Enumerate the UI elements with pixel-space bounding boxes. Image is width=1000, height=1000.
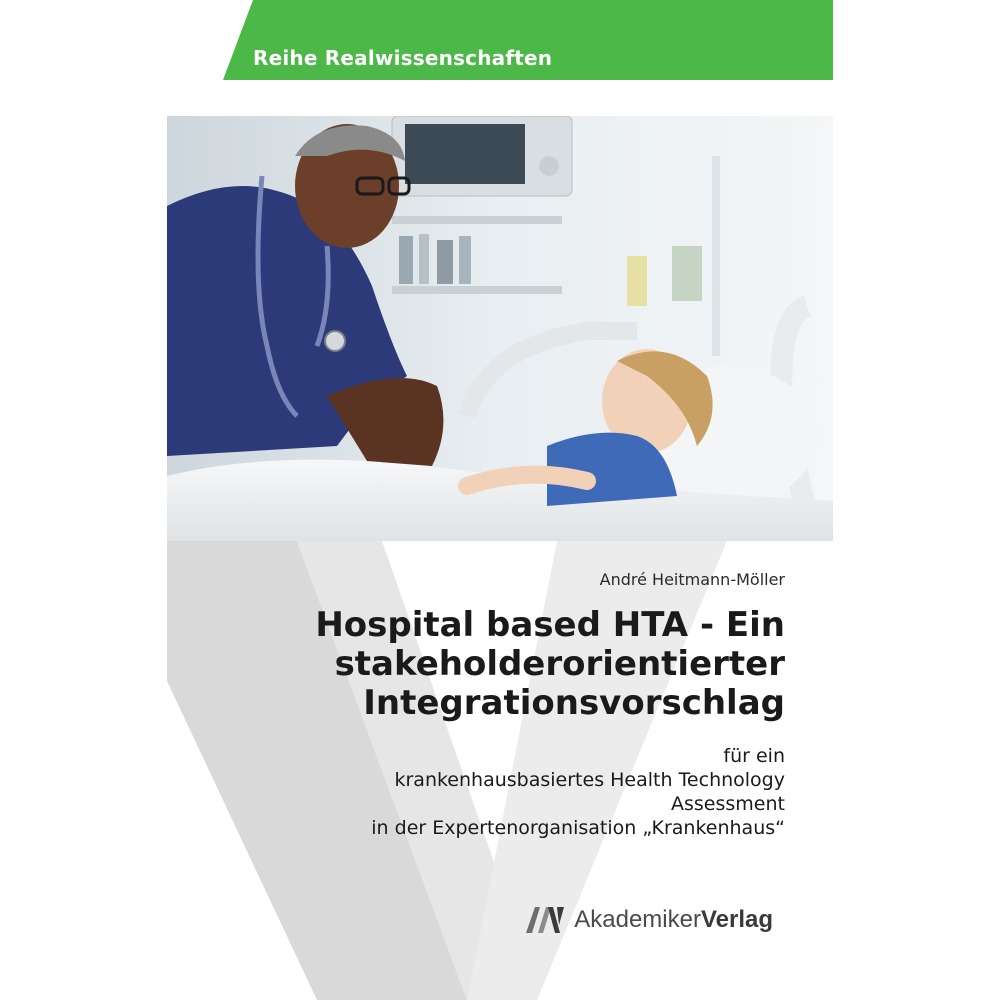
subtitle-line: Assessment — [671, 793, 785, 815]
cover-photo — [167, 116, 833, 541]
book-cover — [167, 0, 833, 1000]
series-banner — [167, 0, 833, 80]
subtitle-line: krankenhausbasiertes Health Technology — [394, 769, 785, 791]
title-line: stakeholderorientierter — [334, 644, 785, 684]
publisher-name-part2: Verlag — [700, 906, 773, 933]
publisher-name — [574, 906, 773, 934]
title-line: Hospital based HTA - Ein — [315, 605, 785, 645]
title-line: Integrationsvorschlag — [363, 683, 785, 723]
subtitle-line: in der Expertenorganisation „Krankenhaus“ — [371, 817, 785, 839]
publisher-name-part1: Akademiker — [574, 906, 701, 933]
book-title — [265, 606, 785, 723]
av-logo-icon — [524, 905, 566, 935]
book-subtitle — [225, 744, 785, 840]
author-name: André Heitmann-Möller — [599, 570, 785, 589]
subtitle-line: für ein — [723, 745, 785, 767]
publisher-logo-block — [524, 902, 773, 938]
series-title: Reihe Realwissenschaften — [253, 46, 553, 70]
cover-photo-illustration — [167, 116, 833, 541]
